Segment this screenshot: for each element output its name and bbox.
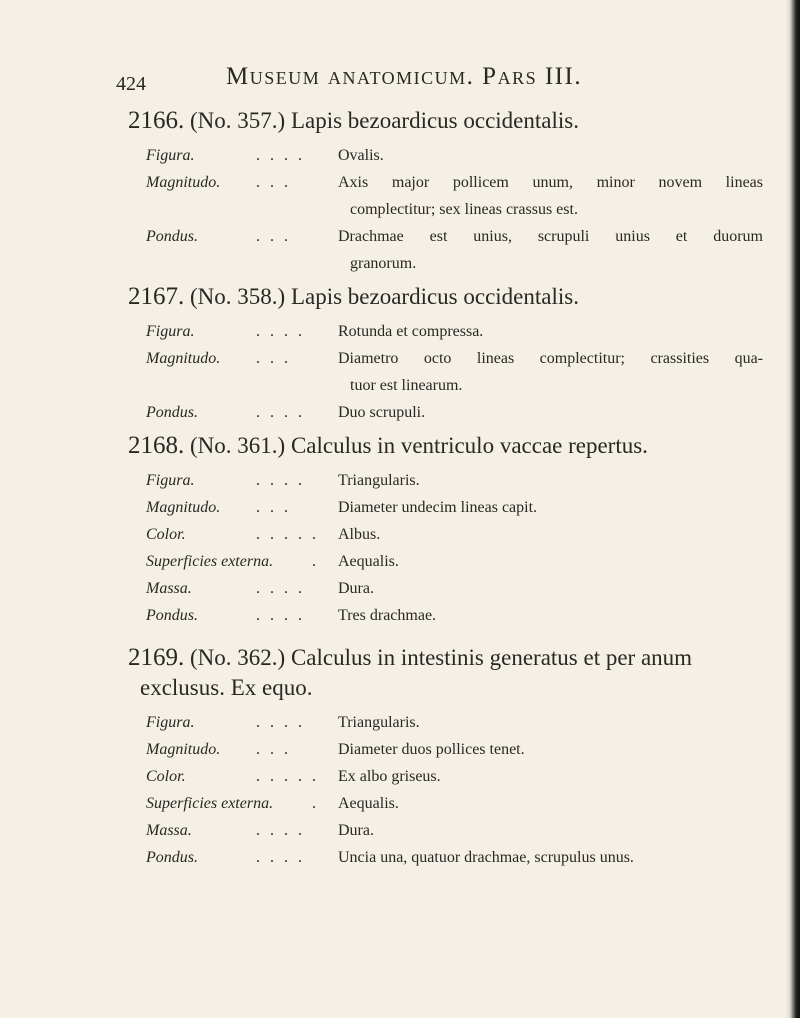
field-row	[128, 467, 768, 494]
entry-title: Lapis bezoardicus occidentalis.	[290, 108, 579, 133]
field-row	[128, 844, 768, 871]
field-label: Figura.	[146, 147, 195, 164]
field-value: Ovalis.	[338, 147, 384, 164]
leader-dots: .	[312, 553, 319, 570]
field-row	[128, 399, 768, 426]
field-label: Massa.	[146, 822, 192, 839]
field-value: Rotunda et compressa.	[338, 323, 484, 340]
entry-number: 2168.	[128, 432, 185, 459]
field-value: Ex albo griseus.	[338, 768, 441, 785]
field-label: Magnitudo.	[146, 174, 221, 191]
entry-reference: (No. 358.)	[190, 284, 286, 309]
field-value: Diametro octo lineas complectitur; crassities qua- tuor est linearum.	[338, 350, 763, 394]
field-row	[128, 817, 768, 844]
field-row	[128, 763, 768, 790]
entry-heading	[128, 282, 768, 312]
entry-heading	[128, 643, 768, 673]
entry-number: 2169.	[128, 644, 185, 671]
field-row	[128, 602, 768, 629]
field-label: Pondus.	[146, 228, 198, 245]
field-value: Duo scrupuli.	[338, 404, 426, 421]
field-value: Dura.	[338, 580, 374, 597]
entry-reference: (No. 361.)	[190, 433, 286, 458]
running-head: Museum anatomicum. Pars III.	[226, 63, 583, 90]
field-row	[128, 318, 768, 345]
field-value: Axis major pollicem unum, minor novem lineas complectitur; sex lineas crassus est.	[338, 174, 763, 218]
leader-dots: . . . .	[256, 323, 305, 340]
field-value: Tres drachmae.	[338, 607, 437, 624]
field-row	[128, 223, 768, 277]
leader-dots: . . . .	[256, 404, 305, 421]
leader-dots: . . . . .	[256, 526, 319, 543]
leader-dots: . . .	[256, 228, 291, 245]
field-row	[128, 169, 768, 223]
field-label: Figura.	[146, 472, 195, 489]
entry-heading	[128, 106, 768, 136]
leader-dots: . . . .	[256, 472, 305, 489]
field-row	[128, 521, 768, 548]
leader-dots: . . . .	[256, 147, 305, 164]
field-row	[128, 345, 768, 399]
field-label: Pondus.	[146, 849, 198, 866]
field-row	[128, 494, 768, 521]
entry-title: Calculus in intestinis generatus et per anum	[290, 645, 693, 670]
catalogue-entry	[128, 106, 768, 277]
leader-dots: . . . . .	[256, 768, 319, 785]
entry-reference: (No. 362.)	[190, 645, 286, 670]
field-row	[128, 548, 768, 575]
field-value: Triangularis.	[338, 472, 420, 489]
entry-title: Lapis bezoardicus occidentalis.	[290, 284, 579, 309]
field-label: Color.	[146, 526, 186, 543]
entry-title: Calculus in ventriculo vaccae repertus.	[290, 433, 648, 458]
field-value: Albus.	[338, 526, 381, 543]
leader-dots: .	[312, 795, 319, 812]
entry-heading	[128, 431, 768, 461]
field-label: Figura.	[146, 714, 195, 731]
entry-number: 2166.	[128, 107, 185, 134]
catalogue-entry	[128, 282, 768, 426]
leader-dots: . . .	[256, 499, 291, 516]
field-value: Triangularis.	[338, 714, 420, 731]
field-label: Pondus.	[146, 404, 198, 421]
page-number: 424	[116, 73, 146, 95]
leader-dots: . . .	[256, 741, 291, 758]
entry-number: 2167.	[128, 283, 185, 310]
field-label: Color.	[146, 768, 186, 785]
field-label: Superficies externa.	[146, 553, 274, 570]
field-row	[128, 575, 768, 602]
field-value: Drachmae est unius, scrupuli unius et duorum granorum.	[338, 228, 763, 272]
field-value: Uncia una, quatuor drachmae, scrupulus unus.	[338, 849, 634, 866]
catalogue-entry	[128, 431, 768, 629]
leader-dots: . . . .	[256, 714, 305, 731]
leader-dots: . . .	[256, 350, 291, 367]
leader-dots: . . . .	[256, 580, 305, 597]
leader-dots: . . . .	[256, 822, 305, 839]
entry-title-continuation: exclusus. Ex equo.	[140, 675, 313, 700]
field-value: Aequalis.	[338, 795, 399, 812]
catalogue-entry	[128, 643, 768, 871]
field-label: Magnitudo.	[146, 499, 221, 516]
field-label: Magnitudo.	[146, 350, 221, 367]
field-label: Pondus.	[146, 607, 198, 624]
leader-dots: . . . .	[256, 607, 305, 624]
field-value: Aequalis.	[338, 553, 399, 570]
field-label: Figura.	[146, 323, 195, 340]
field-label: Magnitudo.	[146, 741, 221, 758]
field-value: Diameter duos pollices tenet.	[338, 741, 525, 758]
field-label: Massa.	[146, 580, 192, 597]
page-edge-shadow	[786, 0, 800, 1018]
field-row	[128, 790, 768, 817]
field-row	[128, 709, 768, 736]
field-row	[128, 142, 768, 169]
field-value: Diameter undecim lineas capit.	[338, 499, 538, 516]
leader-dots: . . .	[256, 174, 291, 191]
field-label: Superficies externa.	[146, 795, 274, 812]
field-value: Dura.	[338, 822, 374, 839]
field-row	[128, 736, 768, 763]
leader-dots: . . . .	[256, 849, 305, 866]
entry-reference: (No. 357.)	[190, 108, 286, 133]
